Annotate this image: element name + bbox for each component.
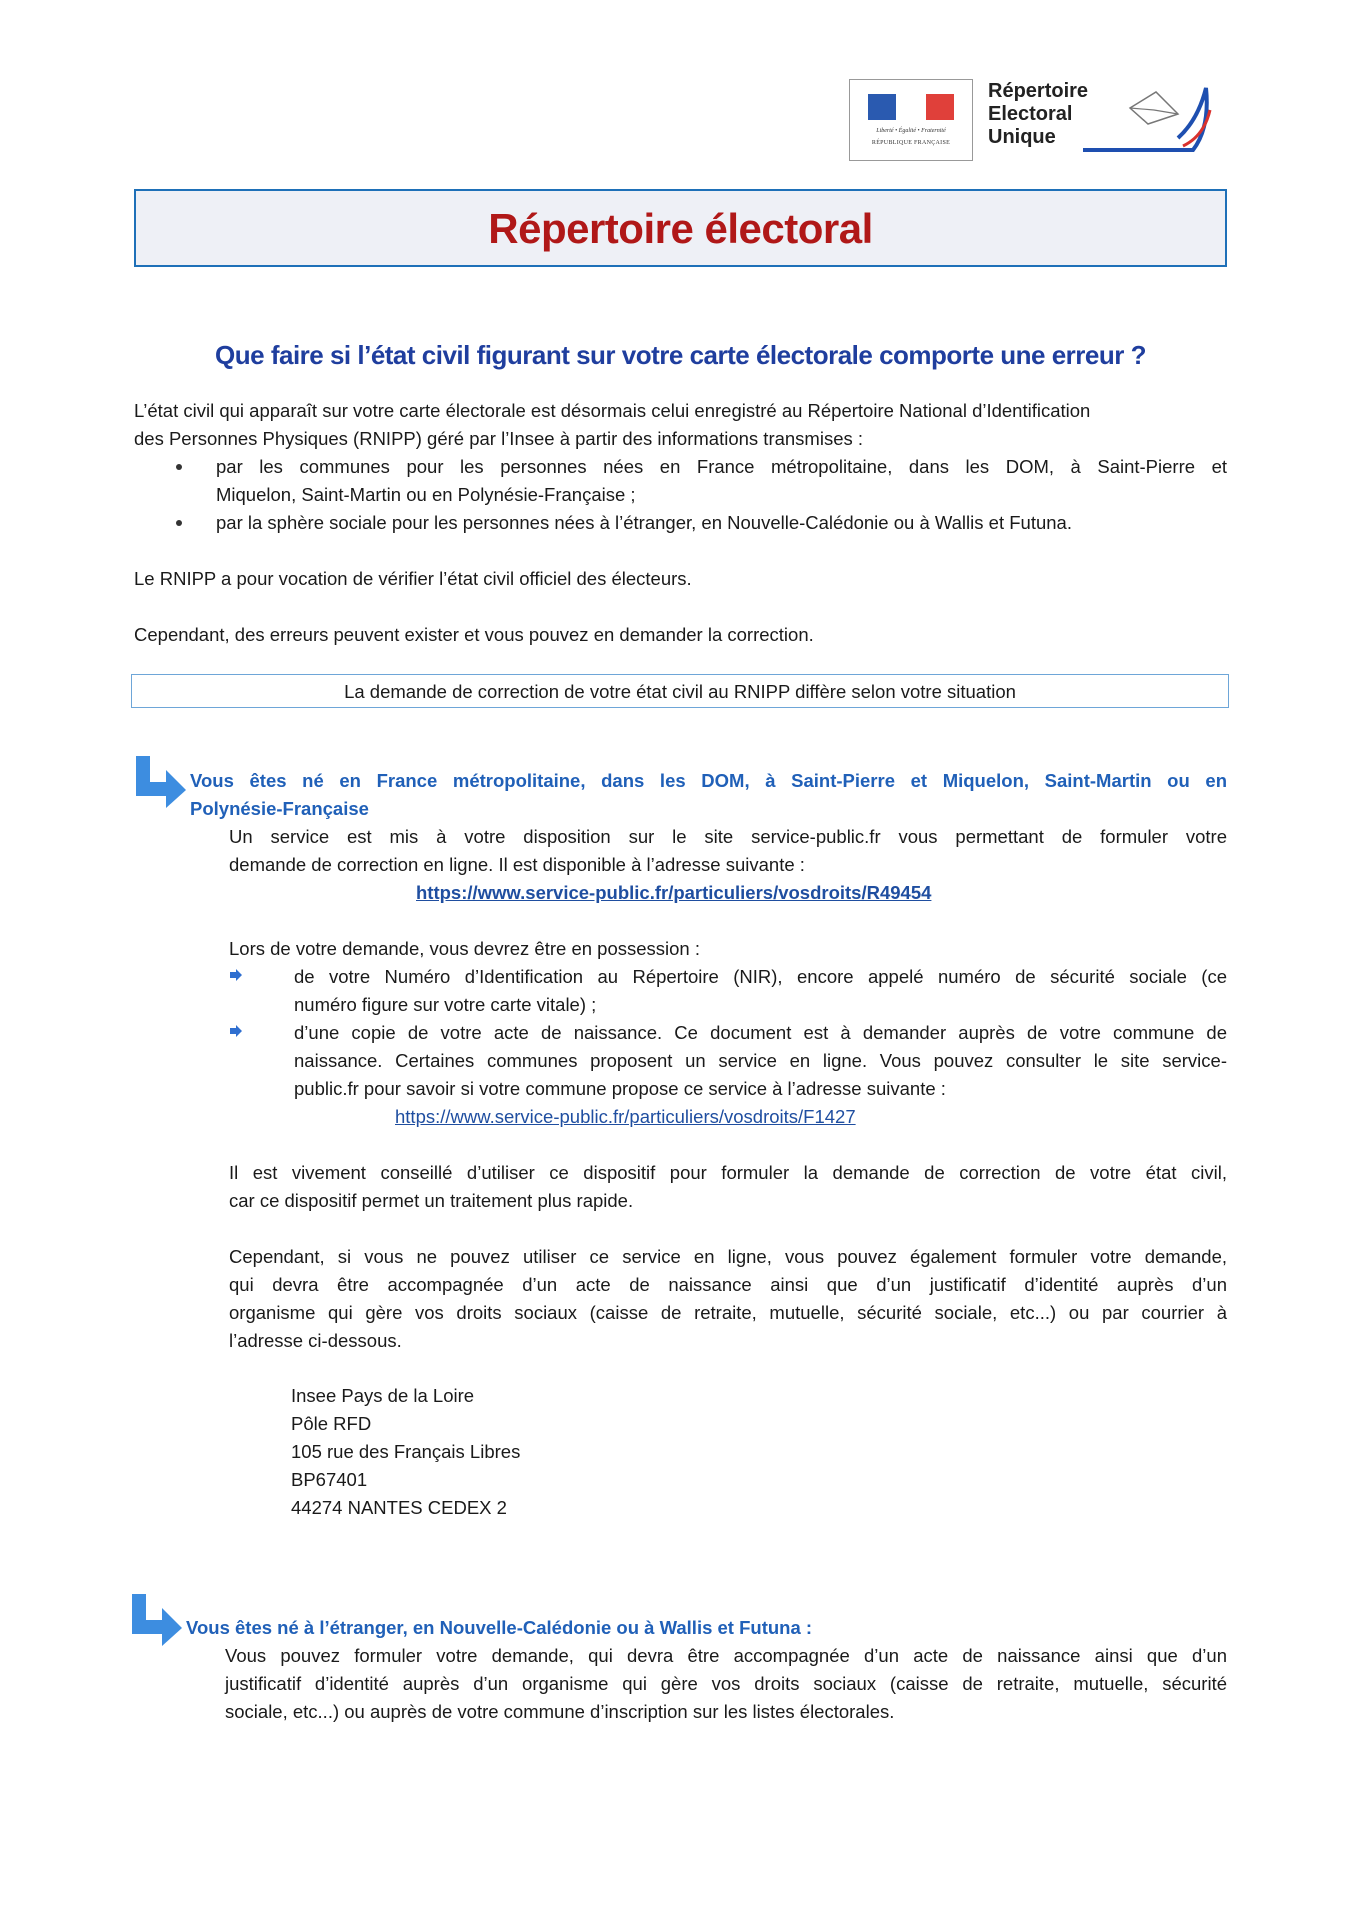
title-box <box>134 189 1227 267</box>
item-2-line-3: public.fr pour savoir si votre commune propose ce service à l’adresse suivante : <box>294 1078 946 1099</box>
service-line-2: demande de correction en ligne. Il est disponible à l’adresse suivante : <box>229 854 805 875</box>
address-line: Insee Pays de la Loire <box>291 1385 475 1406</box>
service-line-1: Un service est mis à votre disposition sur le site service-public.fr vous permettant de formuler votre <box>229 826 1227 847</box>
info-box-text: La demande de correction de votre état civil au RNIPP diffère selon votre situation <box>344 681 1016 702</box>
alt-line-2: qui devra être accompagnée d’un acte de naissance ainsi que d’un justificatif d’identité auprès d’un <box>229 1274 1227 1295</box>
reu-logo <box>988 80 1218 162</box>
reu-logo-text: Répertoire Electoral Unique <box>988 80 1089 148</box>
republic-motto: Liberté • Égalité • Fraternité <box>876 128 946 134</box>
section2-line-2: justificatif d’identité auprès d’un organisme qui gère vos droits sociaux (caisse de retraite, mutuelle, sécurité <box>225 1673 1227 1694</box>
section2-line-1: Vous pouvez formuler votre demande, qui devra être accompagnée d’un acte de naissance ainsi que d’un <box>225 1645 1227 1666</box>
postal-address <box>291 1382 520 1522</box>
section1-heading-line-1: Vous êtes né en France métropolitaine, dans les DOM, à Saint-Pierre et Miquelon, Saint-Martin ou en <box>190 770 1227 791</box>
intro-line-1: L’état civil qui apparaît sur votre carte électorale est désormais celui enregistré au Répertoire National d’Identification <box>134 400 1091 421</box>
alt-line-3: organisme qui gère vos droits sociaux (caisse de retraite, mutuelle, sécurité sociale, etc...) ou par courrier à <box>229 1302 1227 1323</box>
page-title: Répertoire électoral <box>488 205 873 252</box>
tricolor-flag-icon <box>868 94 954 120</box>
intro-line-2: des Personnes Physiques (RNIPP) géré par l’Insee à partir des informations transmises : <box>134 428 864 449</box>
bullet-2: par la sphère sociale pour les personnes nées à l’étranger, en Nouvelle-Calédonie ou à Wallis et Futuna. <box>216 512 1072 533</box>
however-text: Cependant, des erreurs peuvent exister et vous pouvez en demander la correction. <box>134 624 814 645</box>
service-public-link-r49454[interactable]: https://www.service-public.fr/particuliers/vosdroits/R49454 <box>416 882 932 903</box>
item-1-line-2: numéro figure sur votre carte vitale) ; <box>294 994 597 1015</box>
service-public-link-f1427[interactable]: https://www.service-public.fr/particuliers/vosdroits/F1427 <box>395 1106 856 1127</box>
alt-line-1: Cependant, si vous ne pouvez utiliser ce service en ligne, vous pouvez également formuler votre demande, <box>229 1246 1227 1267</box>
diamond-arrow-icon <box>229 1024 243 1038</box>
item-2-line-1: d’une copie de votre acte de naissance. Ce document est à demander auprès de votre commune de <box>294 1022 1227 1043</box>
arrow-right-icon <box>132 752 188 808</box>
bullet-1-line-1: par les communes pour les personnes nées en France métropolitaine, dans les DOM, à Saint-Pierre et <box>216 456 1227 477</box>
ballot-envelope-icon <box>988 80 1218 162</box>
bullet-icon <box>176 520 182 526</box>
bullet-icon <box>176 464 182 470</box>
advice-line-1: Il est vivement conseillé d’utiliser ce dispositif pour formuler la demande de correction de votre état civil, <box>229 1162 1227 1183</box>
advice-line-2: car ce dispositif permet un traitement plus rapide. <box>229 1190 634 1211</box>
arrow-right-icon <box>128 1590 184 1646</box>
page-subtitle: Que faire si l’état civil figurant sur votre carte électorale comporte une erreur ? <box>215 340 1146 370</box>
address-line: BP67401 <box>291 1469 368 1490</box>
alt-line-4: l’adresse ci-dessous. <box>229 1330 402 1351</box>
republic-name: RÉPUBLIQUE FRANÇAISE <box>871 140 951 146</box>
info-box <box>131 674 1229 708</box>
address-line: 44274 NANTES CEDEX 2 <box>291 1497 507 1518</box>
item-1-line-1: de votre Numéro d’Identification au Répertoire (NIR), encore appelé numéro de sécurité sociale (ce <box>294 966 1227 987</box>
possession-text: Lors de votre demande, vous devrez être en possession : <box>229 938 700 959</box>
bullet-1-line-2: Miquelon, Saint-Martin ou en Polynésie-Française ; <box>216 484 636 505</box>
rnipp-text: Le RNIPP a pour vocation de vérifier l’état civil officiel des électeurs. <box>134 568 692 589</box>
section2-heading: Vous êtes né à l’étranger, en Nouvelle-Calédonie ou à Wallis et Futuna : <box>186 1617 813 1638</box>
diamond-arrow-icon <box>229 968 243 982</box>
item-2-line-2: naissance. Certaines communes proposent un service en ligne. Vous pouvez consulter le site service- <box>294 1050 1227 1071</box>
address-line: 105 rue des Français Libres <box>291 1441 521 1462</box>
marianne-logo <box>849 79 973 161</box>
address-line: Pôle RFD <box>291 1413 372 1434</box>
section2-line-3: sociale, etc...) ou auprès de votre commune d’inscription sur les listes électorales. <box>225 1701 895 1722</box>
section1-heading-line-2: Polynésie-Française <box>190 798 369 819</box>
